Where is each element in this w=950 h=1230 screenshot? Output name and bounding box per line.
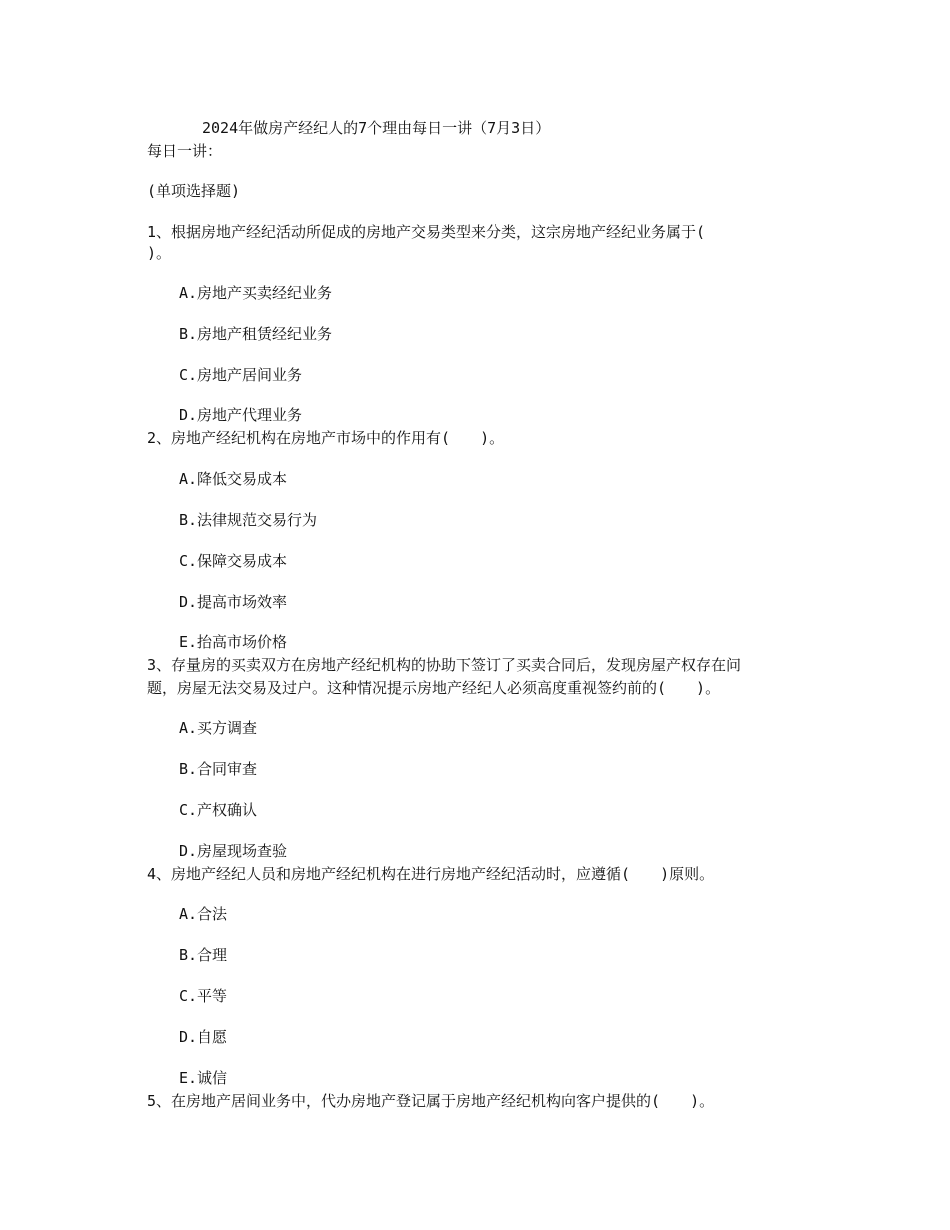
question-1-text-line-1: 1、根据房地产经纪活动所促成的房地产交易类型来分类，这宗房地产经纪业务属于( (147, 223, 706, 241)
question-2-option-d: D.提高市场效率 (179, 593, 288, 611)
question-3-option-d: D.房屋现场查验 (179, 842, 288, 860)
question-2-option-a: A.降低交易成本 (179, 470, 288, 488)
question-4-option-d: D.自愿 (179, 1028, 228, 1046)
document-title: 2024年做房产经纪人的7个理由每日一讲（7月3日） (202, 119, 551, 137)
question-3-option-b: B.合同审查 (179, 760, 258, 778)
question-2-option-c: C.保障交易成本 (179, 552, 288, 570)
question-3-option-a: A.买方调查 (179, 719, 258, 737)
question-5-text-line-1: 5、在房地产居间业务中，代办房地产登记属于房地产经纪机构向客户提供的( )。 (147, 1092, 715, 1110)
document-subtitle: 每日一讲： (147, 142, 223, 160)
question-4-option-c: C.平等 (179, 987, 228, 1005)
question-1-option-c: C.房地产居间业务 (179, 366, 303, 384)
question-4-option-a: A.合法 (179, 905, 228, 923)
question-1-option-a: A.房地产买卖经纪业务 (179, 284, 333, 302)
section-heading: (单项选择题) (147, 182, 241, 200)
question-2-option-b: B.法律规范交易行为 (179, 511, 318, 529)
question-4-option-e: E.诚信 (179, 1069, 228, 1087)
question-3-text-line-2: 题，房屋无法交易及过户。这种情况提示房地产经纪人必须高度重视签约前的( )。 (147, 679, 721, 697)
question-3-text-line-1: 3、存量房的买卖双方在房地产经纪机构的协助下签订了买卖合同后，发现房屋产权存在问 (147, 656, 742, 674)
question-2-text-line-1: 2、房地产经纪机构在房地产市场中的作用有( )。 (147, 429, 505, 447)
question-1-text-line-2: )。 (147, 244, 172, 262)
question-4-text-line-1: 4、房地产经纪人员和房地产经纪机构在进行房地产经纪活动时，应遵循( )原则。 (147, 865, 715, 883)
question-2-option-e: E.抬高市场价格 (179, 633, 288, 651)
question-4-option-b: B.合理 (179, 946, 228, 964)
question-1-option-d: D.房地产代理业务 (179, 406, 303, 424)
question-1-option-b: B.房地产租赁经纪业务 (179, 325, 333, 343)
question-3-option-c: C.产权确认 (179, 801, 258, 819)
